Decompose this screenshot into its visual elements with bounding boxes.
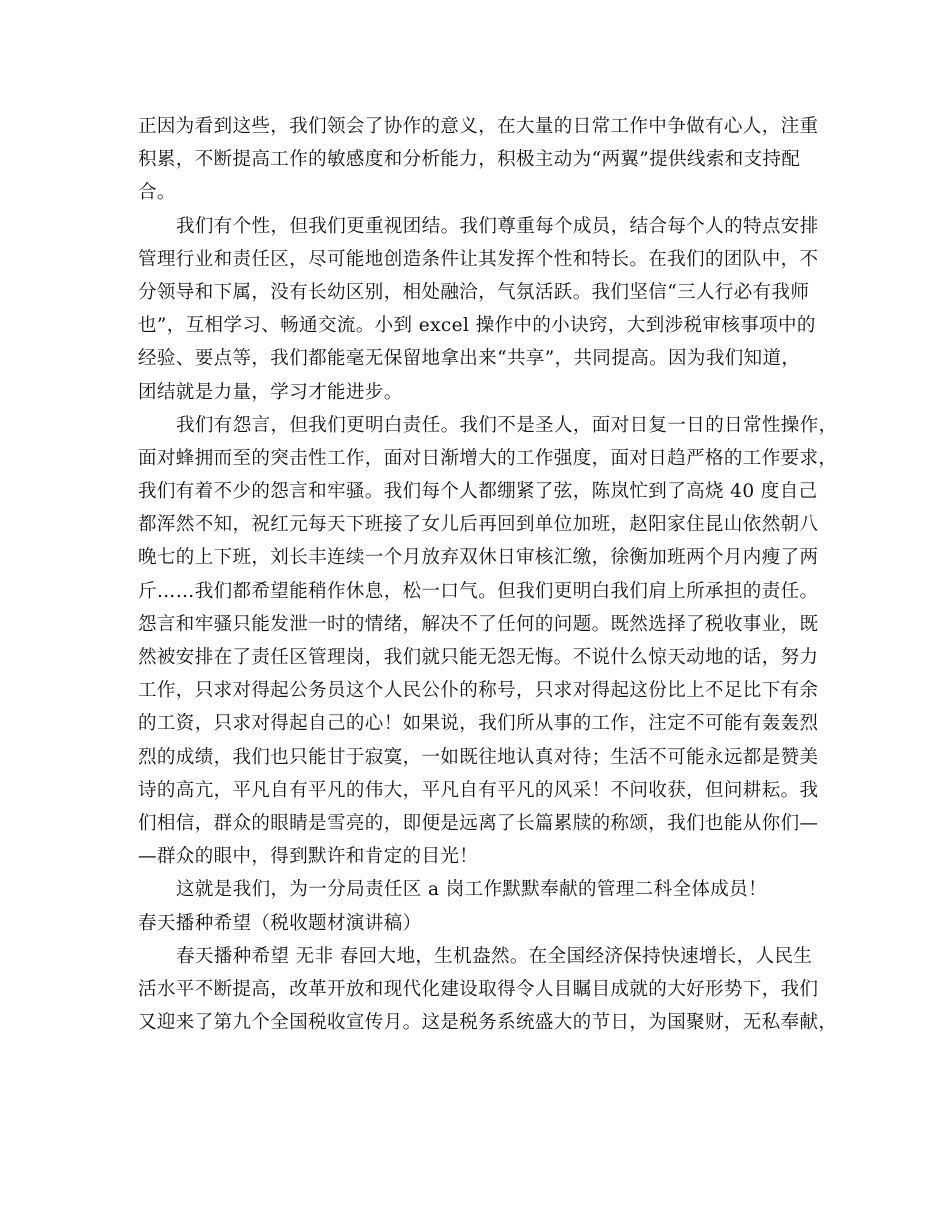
- text-line: 的工资，只求对得起自己的心！如果说，我们所从事的工作，注定不可能有轰轰烈: [138, 713, 819, 735]
- text-line: 又迎来了第九个全国税收宣传月。这是税务系统盛大的节日，为国聚财，无私奉献，: [138, 1012, 838, 1034]
- text-line: 晚七的上下班，刘长丰连续一个月放弃双休日审核汇缴，徐衡加班两个月内瘦了两: [138, 547, 819, 569]
- text-line: 活水平不断提高，改革开放和现代化建设取得令人目瞩目成就的大好形势下，我们: [138, 978, 819, 1000]
- paragraph-first-line: 我们有个性，但我们更重视团结。我们尊重每个成员，结合每个人的特点安排: [176, 215, 819, 237]
- text-line: 面对蜂拥而至的突击性工作，面对日渐增大的工作强度，面对日趋严格的工作要求，: [138, 447, 838, 469]
- text-line: 正因为看到这些，我们领会了协作的意义，在大量的日常工作中争做有心人，注重: [138, 116, 819, 137]
- text-line: 也”，互相学习、畅通交流。小到 excel 操作中的小诀窍，大到涉税审核事项中的: [138, 315, 816, 337]
- paragraph-first-line: 春天播种希望 无非 春回大地，生机盎然。在全国经济保持快速增长，人民生: [176, 945, 813, 967]
- text-line: 合。: [138, 182, 176, 204]
- text-line: 工作，只求对得起公务员这个人民公仆的称号，只求对得起这份比上不足比下有余: [138, 680, 819, 702]
- paragraph-first-line: 这就是我们，为一分局责任区 a 岗工作默默奉献的管理二科全体成员！: [176, 879, 767, 901]
- paragraph-first-line: 我们有怨言，但我们更明白责任。我们不是圣人，面对日复一日的日常性操作，: [176, 414, 838, 436]
- text-line: 烈的成绩，我们也只能甘于寂寞，一如既往地认真对待；生活不可能永远都是赞美: [138, 746, 819, 768]
- text-line: 都浑然不知，祝红元每天下班接了女儿后再回到单位加班，赵阳家住昆山依然朝八: [138, 514, 819, 536]
- text-line: —群众的眼中，得到默许和肯定的目光！: [138, 846, 479, 868]
- section-title: 春天播种希望（税收题材演讲稿）: [138, 912, 422, 934]
- document-body: [138, 110, 838, 1039]
- text-line: 然被安排在了责任区管理岗，我们就只能无怨无悔。不说什么惊天动地的话，努力: [138, 647, 819, 668]
- text-line: 诗的高亢，平凡自有平凡的伟大，平凡自有平凡的风采！不问收获，但问耕耘。我: [138, 779, 819, 801]
- text-line: 怨言和牢骚只能发泄一时的情绪，解决不了任何的问题。既然选择了税收事业，既: [138, 613, 819, 635]
- text-line: 经验、要点等，我们都能毫无保留地拿出来“共享”，共同提高。因为我们知道，: [138, 348, 801, 370]
- text-line: 团结就是力量，学习才能进步。: [138, 381, 403, 403]
- text-line: 我们有着不少的怨言和牢骚。我们每个人都绷紧了弦，陈岚忙到了高烧 40 度自己: [138, 481, 818, 503]
- text-line: 斤……我们都希望能稍作休息，松一口气。但我们更明白我们肩上所承担的责任。: [138, 580, 819, 602]
- text-line: 分领导和下属，没有长幼区别，相处融洽，气氛活跃。我们坚信“三人行必有我师: [138, 281, 810, 303]
- text-line: 管理行业和责任区，尽可能地创造条件让其发挥个性和特长。在我们的团队中，不: [138, 248, 819, 270]
- text-line: 积累，不断提高工作的敏感度和分析能力，积极主动为“两翼”提供线索和支持配: [138, 149, 801, 171]
- text-line: 们相信，群众的眼睛是雪亮的，即便是远离了长篇累牍的称颂，我们也能从你们—: [138, 812, 819, 834]
